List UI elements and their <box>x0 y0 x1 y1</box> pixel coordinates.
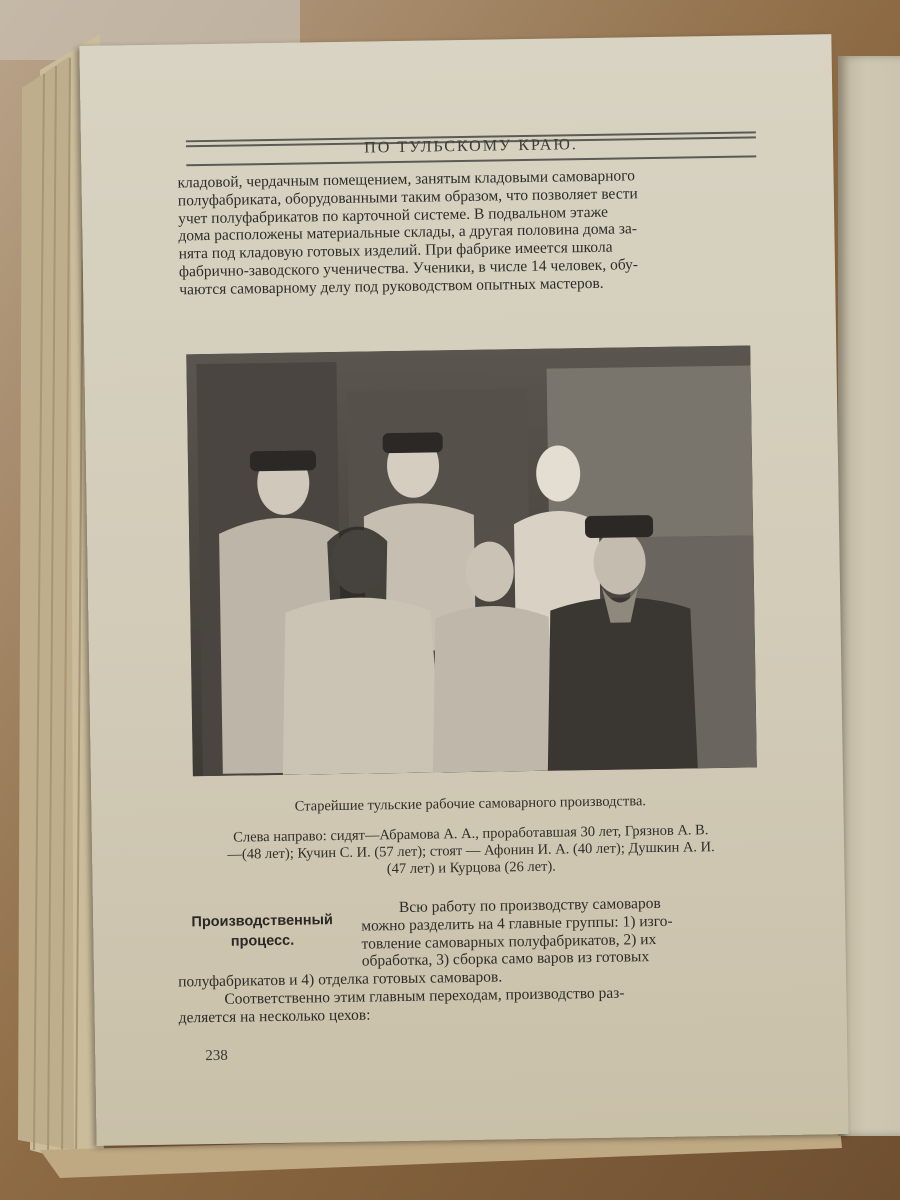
paragraph-line: кладовой, чердачным помещением, занятым кладовыми самоварного <box>177 167 636 192</box>
group-photo <box>186 345 757 776</box>
header-title: ПО ТУЛЬСКОМУ КРАЮ. <box>364 136 578 157</box>
paragraph-line: фабрично-заводского ученичества. Ученики, в числе 14 человек, обу- <box>178 256 639 281</box>
section-line: товление самоварных полуфабрикатов, 2) их <box>361 930 657 953</box>
photo-caption-title: Старейшие тульские рабочие самоварного производства. <box>294 793 647 815</box>
paragraph-line: нята под кладовую готовых изделий. При фабрике имеется школа <box>178 238 613 263</box>
paragraph-line: учет полуфабрикатов по карточной системе. В подвальном этаже <box>177 203 609 228</box>
section-line: Соответственно этим главным переходам, производство раз- <box>224 984 625 1008</box>
intro-paragraph <box>177 166 745 299</box>
caption-line: Слева направо: сидят—Абрамова А. А., проработавшая 30 лет, Грязнов А. В. <box>233 822 709 846</box>
caption-line: (47 лет) и Курцова (26 лет). <box>386 858 556 878</box>
paragraph-line: чаются самоварному делу под руководством опытных мастеров. <box>179 274 604 299</box>
section-line: можно разделить на 4 главные группы: 1) изго- <box>361 912 673 935</box>
section-line: обработка, 3) сборка само варов из готовых <box>361 948 650 971</box>
page-number: 238 <box>205 1047 228 1065</box>
section-heading-line: процесс. <box>230 932 295 950</box>
paragraph-line: дома расположены материальные склады, а другая половина дома за- <box>178 220 638 245</box>
group-photo-icon <box>186 345 757 776</box>
section-line: полуфабрикатов и 4) отделка готовых самоваров. <box>177 968 503 991</box>
section-body <box>177 893 771 1027</box>
running-header <box>186 131 756 166</box>
book-page <box>79 34 848 1146</box>
section-heading-line: Производственный <box>191 912 334 931</box>
facing-page-edge <box>838 56 900 1136</box>
caption-line: —(48 лет); Кучин С. И. (57 лет); стоят — Афонин И. А. (40 лет); Душкин А. И. <box>227 839 715 863</box>
paragraph-line: полуфабриката, оборудованными таким образом, что позволяет вести <box>177 185 638 210</box>
photo-caption-names <box>182 821 761 881</box>
section-line: Всю работу по производству самоваров <box>398 894 661 917</box>
section-line: деляется на несколько цехов: <box>178 1006 371 1027</box>
